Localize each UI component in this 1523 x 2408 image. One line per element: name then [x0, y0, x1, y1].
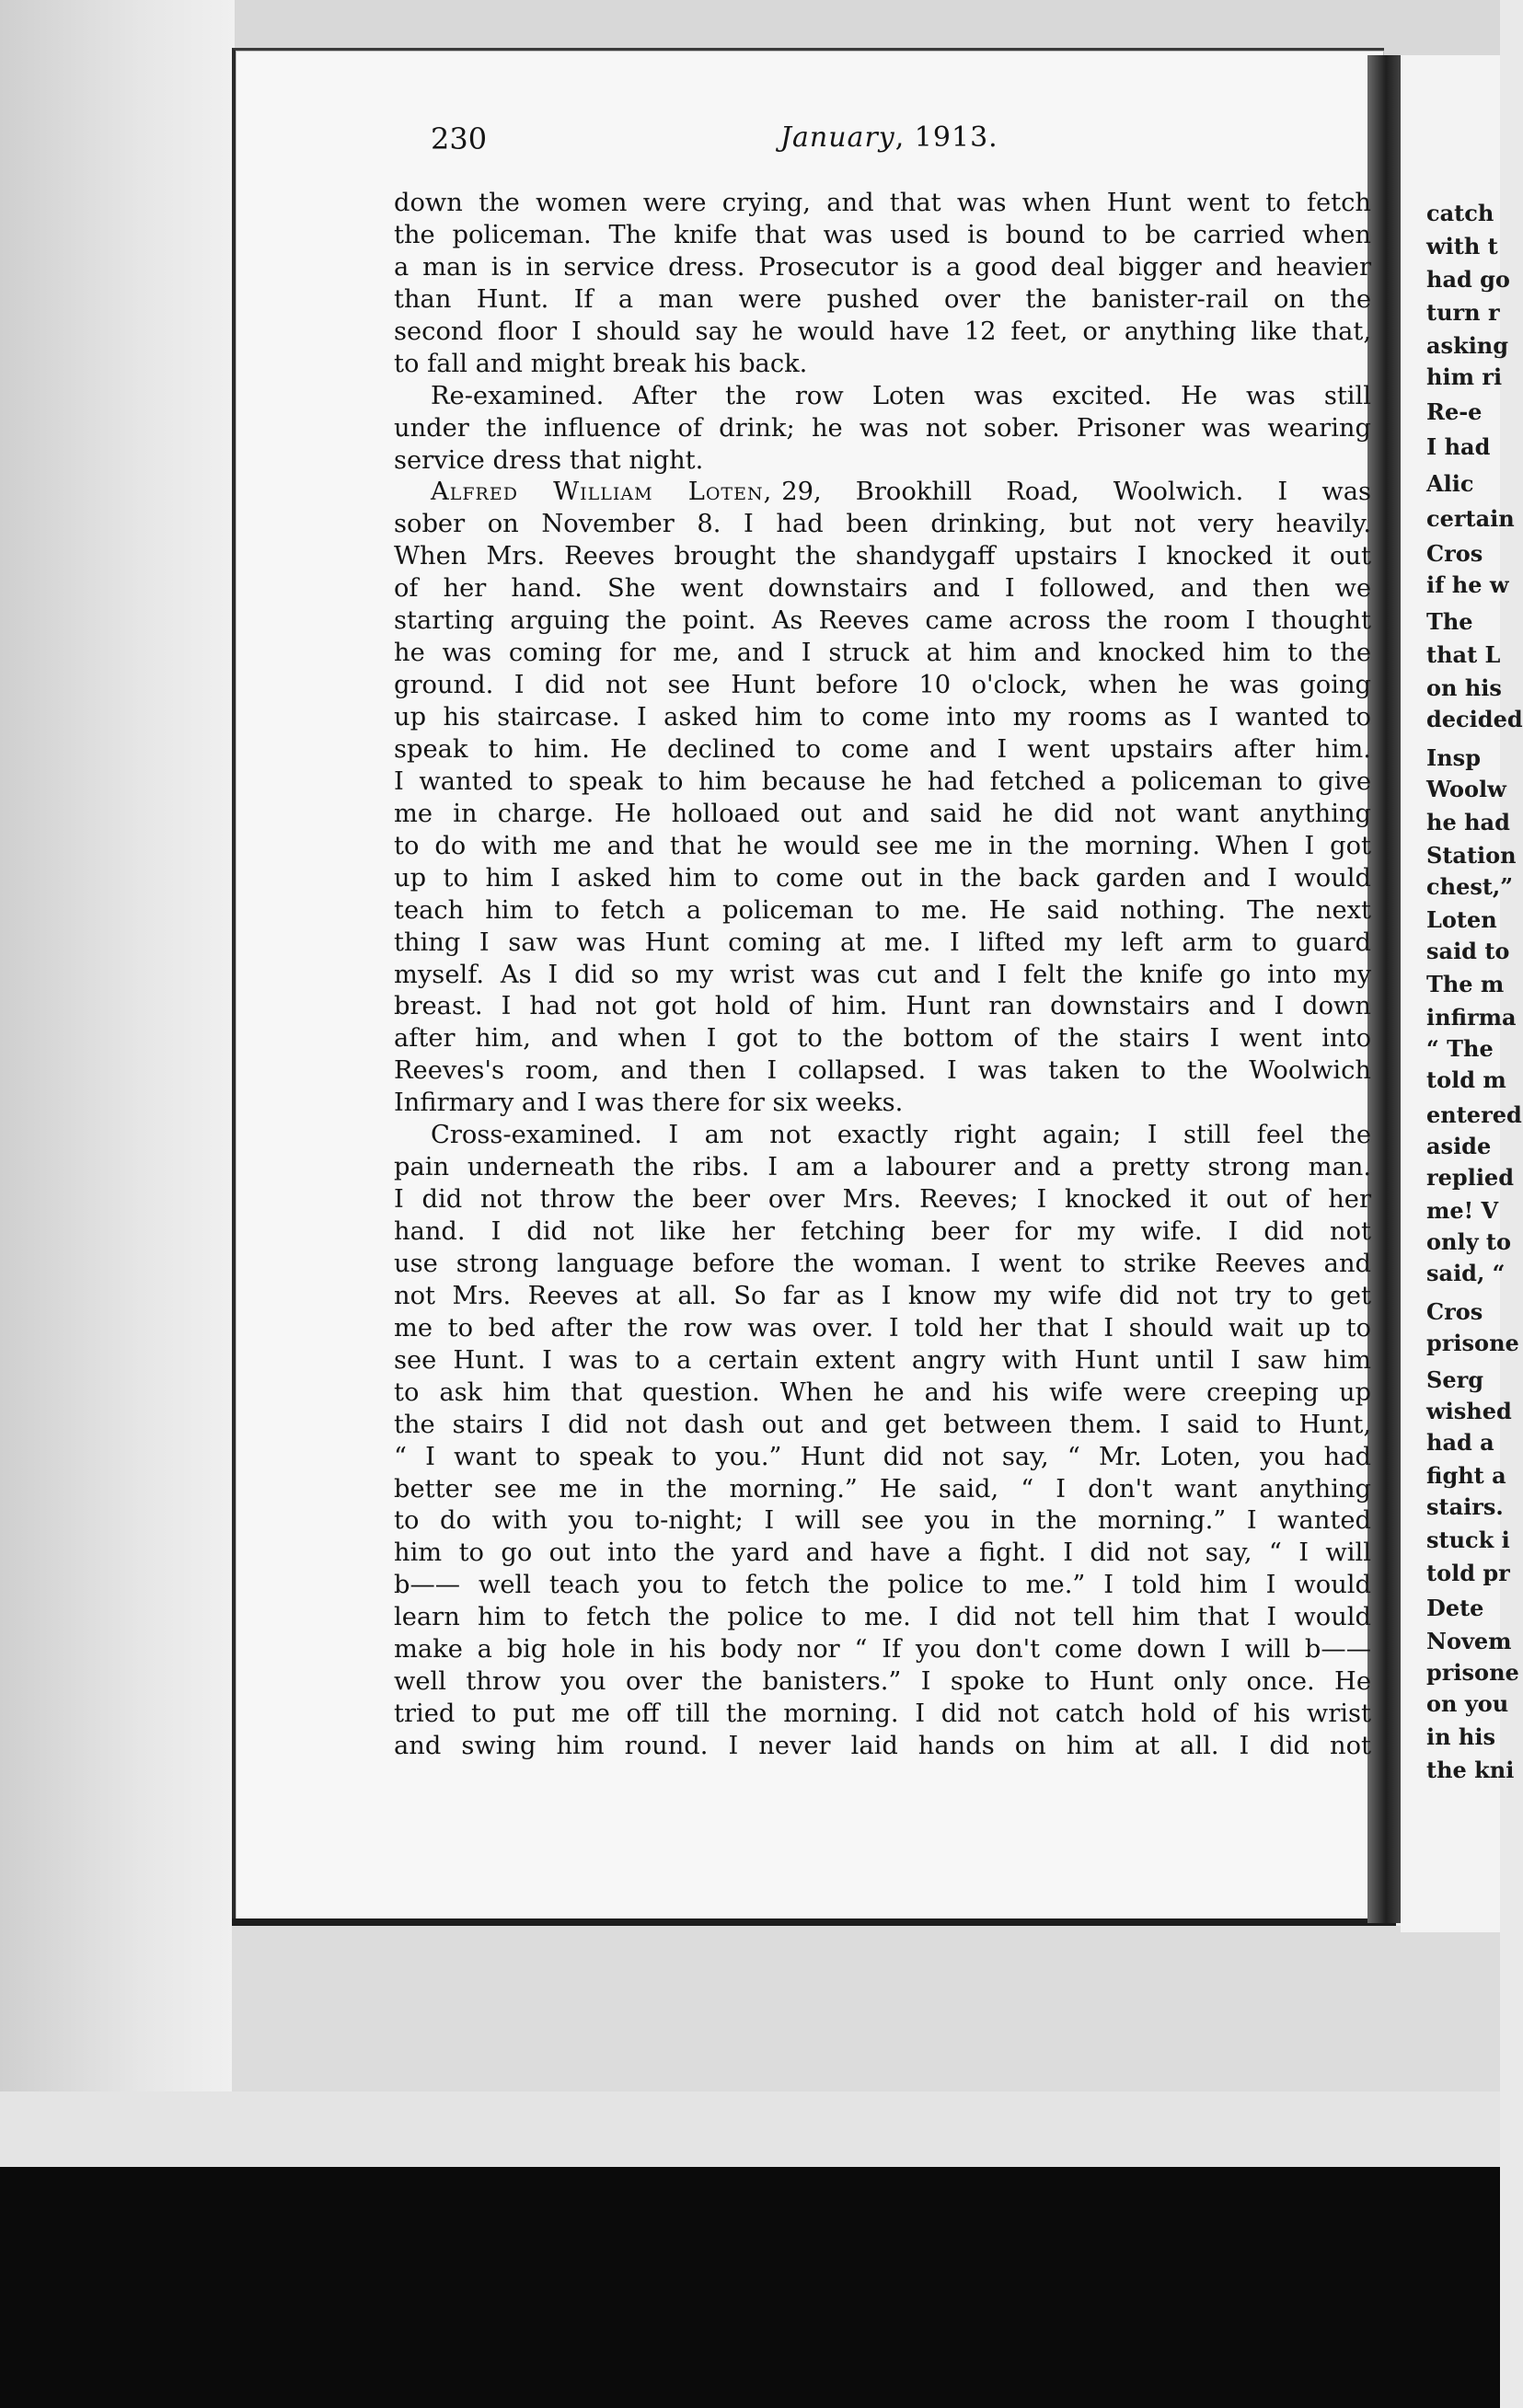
text-line: speak to him. He declined to come and I went upstairs after him.: [394, 734, 1371, 764]
text-line: b—— well teach you to fetch the police to me.” I told him I would: [394, 1571, 1371, 1600]
facing-page-fragment: “ The: [1426, 1035, 1494, 1062]
facing-page-fragment: entered: [1426, 1101, 1522, 1128]
facing-page-fragment: if he w: [1426, 571, 1509, 598]
text-line: to do with you to-night; I will see you in the morning.” I wanted: [394, 1506, 1371, 1536]
body-text: [394, 188, 1371, 1763]
text-line: of her hand. She went downstairs and I followed, and then we: [394, 574, 1371, 604]
text-line: and swing him round. I never laid hands on him at all. I did not: [394, 1732, 1371, 1760]
facing-page-fragment: fight a: [1426, 1462, 1506, 1489]
facing-page-fragment: turn r: [1426, 299, 1500, 326]
facing-page-fragment: Cros: [1426, 1298, 1483, 1325]
facing-page-fragment: told m: [1426, 1066, 1506, 1093]
facing-page-fragment: prisone: [1426, 1659, 1519, 1686]
text-line: breast. I had not got hold of him. Hunt ran downstairs and I down: [394, 992, 1371, 1021]
text-line: learn him to fetch the police to me. I did not tell him that I would: [394, 1603, 1371, 1632]
facing-page-fragment: Dete: [1426, 1595, 1484, 1621]
page-bottom-edge: [232, 1918, 1396, 1926]
facing-page-fragment: decided: [1426, 706, 1523, 732]
text-line: second floor I should say he would have 12 feet, or anything like that,: [394, 317, 1371, 346]
text-line: ground. I did not see Hunt before 10 o'clock, when he was going: [394, 671, 1371, 700]
text-line: Re-examined. After the row Loten was excited. He was still: [431, 381, 1371, 410]
binding-shadow: [0, 0, 235, 2408]
text-line: service dress that night.: [394, 445, 704, 475]
text-line: me in charge. He holloaed out and said he did not want anything: [394, 799, 1371, 828]
facing-page-fragment: had go: [1426, 266, 1510, 293]
facing-page-fragment: infirma: [1426, 1004, 1517, 1031]
text-line: thing I saw was Hunt coming at me. I lifted my left arm to guard: [394, 927, 1371, 957]
facing-page-fragment: Insp: [1426, 744, 1481, 771]
facing-page-fragment: Alic: [1426, 470, 1474, 497]
text-line: not Mrs. Reeves at all. So far as I know my wife did not try to get: [394, 1281, 1371, 1310]
text-line: to fall and might break his back.: [394, 349, 808, 378]
text-line: me to bed after the row was over. I told her that I should wait up to: [394, 1313, 1371, 1342]
running-title-month: January: [780, 121, 895, 154]
facing-page-fragment: stuck i: [1426, 1527, 1510, 1553]
facing-page-fragment: certain: [1426, 505, 1515, 532]
text-line: well throw you over the banisters.” I spoke to Hunt only once. He: [394, 1667, 1371, 1697]
text-line: than Hunt. If a man were pushed over the banister-rail on the: [394, 284, 1371, 314]
text-line: pain underneath the ribs. I am a labourer and a pretty strong man.: [394, 1153, 1371, 1182]
facing-page-fragment: chest,”: [1426, 873, 1514, 900]
text-line: he was coming for me, and I struck at him and knocked him to the: [394, 639, 1371, 668]
page-number: 230: [431, 121, 488, 156]
text-line: [394, 477, 1371, 509]
facing-page-fragment: Cros: [1426, 540, 1483, 567]
text-line: “ I want to speak to you.” Hunt did not say, “ Mr. Loten, you had: [394, 1442, 1371, 1471]
facing-page-fragment: he had: [1426, 809, 1510, 835]
facing-page-fragment: Serg: [1426, 1366, 1484, 1393]
text-line: better see me in the morning.” He said, “ I don't want anything: [394, 1474, 1371, 1504]
facing-page-fragment: said to: [1426, 938, 1510, 964]
page-lower-gap: [232, 1926, 1500, 2091]
text-line: use strong language before the woman. I went to strike Reeves and: [394, 1249, 1371, 1278]
facing-page-fragment: Novem: [1426, 1628, 1512, 1654]
facing-page-fragment: asking: [1426, 332, 1509, 359]
text-line: I wanted to speak to him because he had fetched a policeman to give: [394, 766, 1371, 796]
text-line: the policeman. The knife that was used is bound to be carried when: [394, 220, 1371, 249]
facing-page-fragment: stairs.: [1426, 1493, 1504, 1520]
text-line: under the influence of drink; he was not sober. Prisoner was wearing: [394, 413, 1371, 443]
book-spine: [1367, 55, 1404, 1923]
text-line: myself. As I did so my wrist was cut and I felt the knife go into my: [394, 960, 1371, 989]
facing-page-fragment: aside: [1426, 1133, 1492, 1159]
scanner-bottom-band: [0, 2167, 1500, 2408]
facing-page-fragment: wished: [1426, 1398, 1512, 1424]
facing-page-fragment: Loten: [1426, 906, 1497, 933]
facing-page-fragment: with t: [1426, 233, 1498, 259]
facing-page-fragment: that L: [1426, 641, 1501, 668]
facing-page-fragment: replied: [1426, 1164, 1514, 1191]
facing-page-fragment: Station: [1426, 842, 1517, 869]
facing-page-fragment: in his: [1426, 1723, 1495, 1750]
page-header: [431, 121, 998, 158]
text-line: I did not throw the beer over Mrs. Reeves; I knocked it out of her: [394, 1185, 1371, 1215]
text-line: teach him to fetch a policeman to me. He said nothing. The next: [394, 895, 1371, 925]
facing-page-fragment: told pr: [1426, 1560, 1510, 1586]
text-line: Reeves's room, and then I collapsed. I was taken to the Woolwich: [394, 1056, 1371, 1086]
text-line: a man is in service dress. Prosecutor is a good deal bigger and heavier: [394, 252, 1371, 282]
facing-page-fragment: on his: [1426, 674, 1502, 701]
facing-page-fragment: only to: [1426, 1228, 1511, 1255]
text-line: down the women were crying, and that was when Hunt went to fetch: [394, 189, 1371, 217]
text-line: Infirmary and I was there for six weeks.: [394, 1089, 904, 1118]
text-line: after him, and when I got to the bottom of the stairs I went into: [394, 1024, 1371, 1054]
text-line-content: 29, Brookhill Road, Woolwich. I was: [781, 478, 1371, 507]
text-line: make a big hole in his body nor “ If you don't come down I will b——: [394, 1635, 1371, 1665]
running-title: [780, 121, 998, 154]
facing-page-fragment: the kni: [1426, 1757, 1515, 1783]
text-line: the stairs I did not dash out and get between them. I said to Hunt,: [394, 1410, 1371, 1439]
facing-page-fragment: Woolw: [1426, 776, 1506, 802]
facing-page-fragment: him ri: [1426, 363, 1503, 390]
facing-page-fragment: on you: [1426, 1690, 1509, 1717]
text-line: Cross-examined. I am not exactly right again; I still feel the: [431, 1121, 1371, 1150]
text-line: to ask him that question. When he and his wife were creeping up: [394, 1377, 1371, 1407]
text-line: When Mrs. Reeves brought the shandygaff upstairs I knocked it out: [394, 542, 1371, 571]
running-title-year: , 1913.: [894, 121, 998, 154]
text-line: up his staircase. I asked him to come into my rooms as I wanted to: [394, 703, 1371, 732]
text-line: hand. I did not like her fetching beer for my wife. I did not: [394, 1217, 1371, 1246]
witness-name: Alfred William Loten,: [431, 478, 773, 507]
scanner-lower-band: [0, 2091, 1500, 2167]
text-line: starting arguing the point. As Reeves came across the room I thought: [394, 606, 1371, 636]
facing-page-fragment: me! V: [1426, 1197, 1499, 1224]
facing-page-fragment: had a: [1426, 1429, 1494, 1456]
facing-page-fragment: catch: [1426, 200, 1494, 226]
text-line: up to him I asked him to come out in the back garden and I would: [394, 863, 1371, 893]
facing-page-fragment: said, “: [1426, 1260, 1506, 1286]
text-line: tried to put me off till the morning. I did not catch hold of his wrist: [394, 1699, 1371, 1729]
text-line: to do with me and that he would see me in the morning. When I got: [394, 831, 1371, 860]
facing-page-fragment: The: [1426, 608, 1473, 635]
text-line: see Hunt. I was to a certain extent angry with Hunt until I saw him: [394, 1345, 1371, 1375]
facing-page-fragment: Re-e: [1426, 398, 1483, 425]
facing-page-fragment: The m: [1426, 971, 1505, 997]
facing-page: [1401, 55, 1523, 1932]
text-line: sober on November 8. I had been drinking, but not very heavily.: [394, 510, 1371, 539]
facing-page-fragment: I had: [1426, 433, 1491, 460]
facing-page-fragment: prisone: [1426, 1330, 1519, 1356]
text-line: him to go out into the yard and have a fight. I did not say, “ I will: [394, 1538, 1371, 1568]
